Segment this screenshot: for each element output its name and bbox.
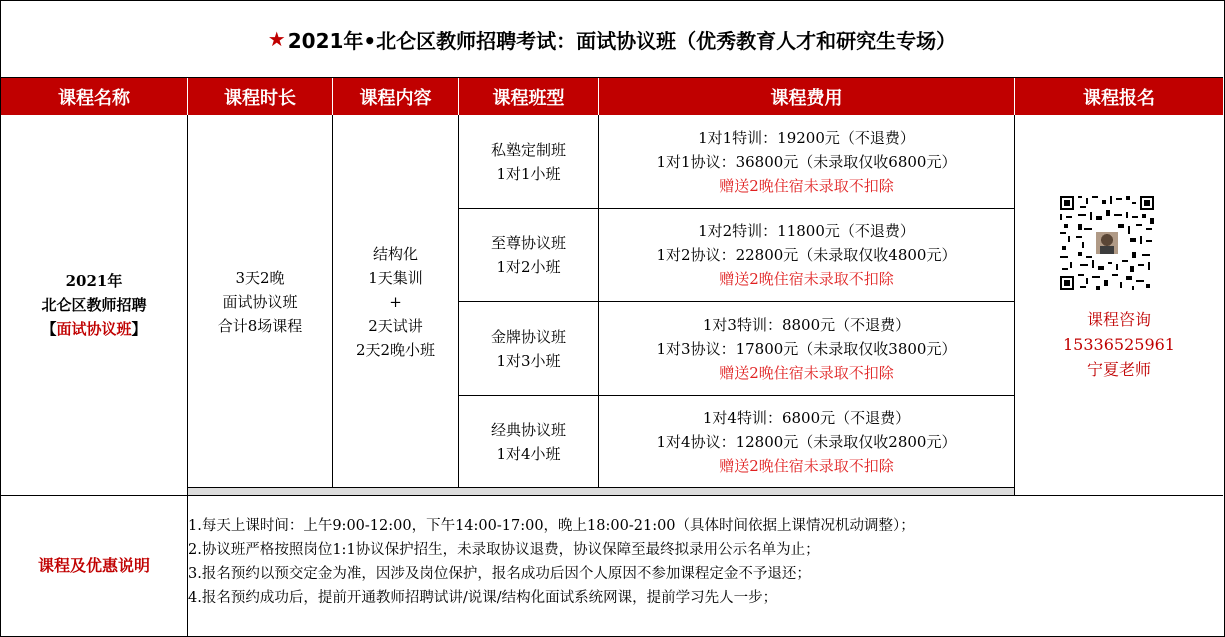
content-training: 1天集训: [368, 268, 423, 287]
fee-gift: 赠送2晚住宿未录取不扣除: [719, 456, 894, 475]
fee-agreement: 1对4协议：12800元（未录取仅收2800元）: [656, 432, 957, 451]
page-title: [1, 1, 1223, 78]
class-type-name: 至尊协议班: [490, 234, 566, 252]
class-type-name: 经典协议班: [490, 420, 566, 439]
header-course-content: 课程内容: [333, 78, 459, 115]
class-type-size: 1对3小班: [496, 351, 561, 370]
course-duration-cell: [188, 115, 332, 488]
course-name-region: 北仑区教师招聘: [41, 296, 147, 314]
fee-gift: 赠送2晚住宿未录取不扣除: [719, 270, 894, 288]
class-type-cell: [459, 115, 598, 208]
notes-list: [188, 514, 1218, 610]
duration-days: 3天2晚: [235, 268, 285, 287]
signup-contact: [1015, 306, 1223, 382]
fee-special: 1对2特训：11800元（不退费）: [698, 222, 915, 240]
notes-item: 4.报名预约成功后，提前开通教师招聘试讲/说课/结构化面试系统网课，提前学习先人一步；: [188, 590, 778, 606]
class-type-cell: [459, 302, 598, 395]
fee-special: 1对3特训：8800元（不退费）: [702, 315, 911, 334]
content-small-class: 2天2晚小班: [355, 340, 436, 359]
fee-gift: 赠送2晚住宿未录取不扣除: [719, 363, 894, 382]
course-name-cell: [1, 115, 187, 495]
notes-label: 课程及优惠说明: [37, 556, 150, 575]
class-type-cell: [459, 209, 598, 301]
signup-label: 课程咨询: [1086, 309, 1151, 329]
class-type-size: 1对2小班: [496, 258, 561, 276]
class-type-name: 金牌协议班: [490, 327, 566, 346]
duration-sessions: 合计8场课程: [217, 316, 303, 335]
fee-special: 1对4特训：6800元（不退费）: [702, 408, 911, 427]
notes-item: 3.报名预约以预交定金为准，因涉及岗位保护，报名成功后因个人原因不参加课程定金不予退还；: [188, 566, 811, 582]
class-type-name: 私塾定制班: [490, 140, 566, 159]
header-signup: 课程报名: [1015, 78, 1223, 115]
signup-phone[interactable]: 15336525961: [1063, 334, 1175, 354]
header-course-fee: 课程费用: [599, 78, 1015, 115]
header-course-duration: 课程时长: [188, 78, 333, 115]
fee-agreement: 1对1协议：36800元（未录取仅收6800元）: [656, 152, 957, 171]
content-plus: +: [389, 292, 402, 311]
duration-class: 面试协议班: [222, 292, 298, 311]
qr-code-icon[interactable]: [1058, 194, 1156, 292]
class-type-size: 1对1小班: [496, 164, 561, 183]
grey-band: [188, 488, 1014, 495]
header-class-type: 课程班型: [459, 78, 599, 115]
signup-teacher: 宁夏老师: [1086, 359, 1151, 379]
course-name-year: 2021年: [65, 272, 123, 290]
fee-agreement: 1对2协议：22800元（未录取仅收4800元）: [656, 246, 957, 264]
fee-cell: [599, 115, 1014, 208]
class-type-cell: [459, 396, 598, 487]
class-type-size: 1对4小班: [496, 444, 561, 463]
header-course-name: 课程名称: [1, 78, 188, 115]
content-lecture: 2天试讲: [368, 316, 423, 335]
fee-gift: 赠送2晚住宿未录取不扣除: [719, 176, 894, 195]
course-name-type: 【面试协议班】: [41, 320, 147, 338]
content-structured: 结构化: [372, 244, 418, 263]
fee-special: 1对1特训：19200元（不退费）: [698, 128, 915, 147]
notes-item: 1.每天上课时间：上午9:00-12:00，下午14:00-17:00，晚上18:00-21:00（具体时间依据上课情况机动调整）；: [188, 518, 915, 534]
notes-item: 2.协议班严格按照岗位1:1协议保护招生，未录取协议退费，协议保障至最终拟录用公示名单为止；: [188, 542, 820, 558]
star-icon: ★: [267, 27, 286, 51]
fee-cell: [599, 396, 1014, 487]
page-title-text: 2021年•北仑区教师招聘考试：面试协议班（优秀教育人才和研究生专场）: [287, 28, 957, 53]
fee-cell: [599, 302, 1014, 395]
fee-cell: [599, 209, 1014, 301]
fee-agreement: 1对3协议：17800元（未录取仅收3800元）: [656, 339, 957, 358]
course-content-cell: [333, 115, 458, 488]
